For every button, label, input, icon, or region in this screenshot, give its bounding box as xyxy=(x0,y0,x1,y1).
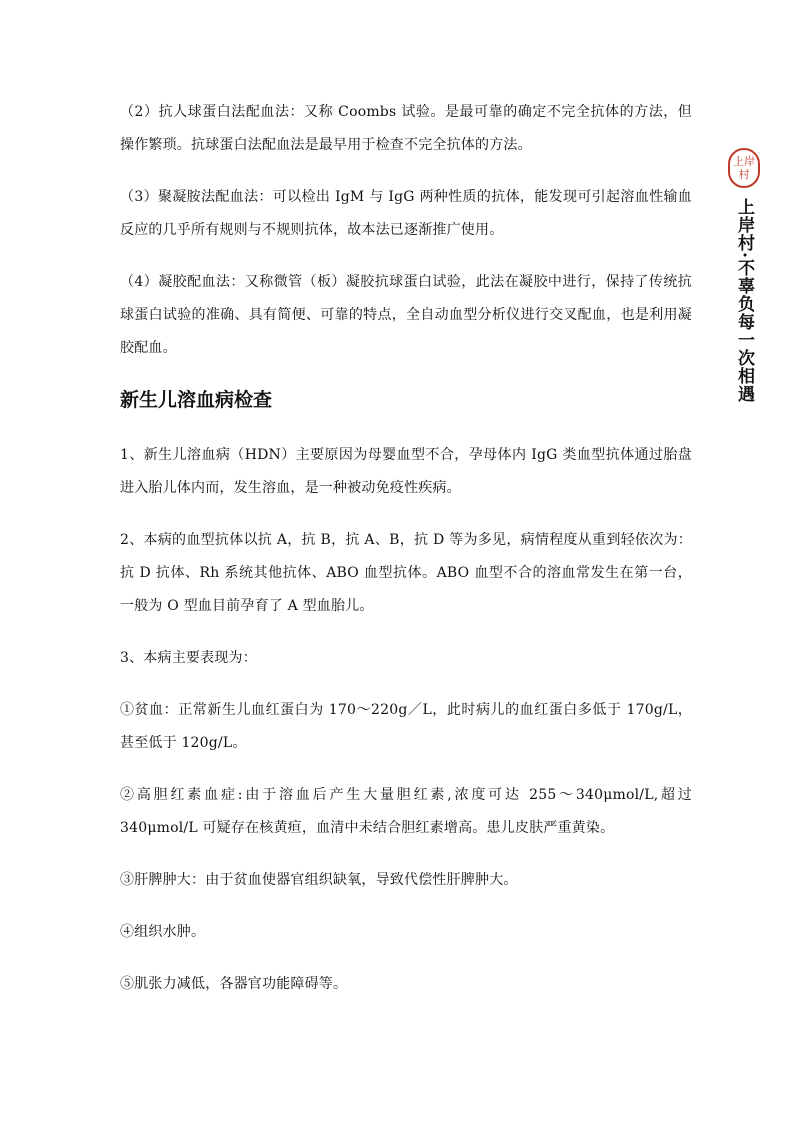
brand-seal-logo: 上岸村 xyxy=(728,148,760,188)
paragraph-hyperbilirubinemia: ②高胆红素血症:由于溶血后产生大量胆红素,浓度可达 255～340μmol/L,超过 340μmol/L 可疑存在核黄疸，血清中未结合胆红素增高。患儿皮肤严重黄染。 xyxy=(120,787,692,836)
paragraph-hepatosplenomegaly: ③肝脾肿大：由于贫血使器官组织缺氧，导致代偿性肝脾肿大。 xyxy=(120,872,518,888)
paragraph-hypotonia: ⑤肌张力减低，各器官功能障碍等。 xyxy=(120,976,348,992)
paragraph-hdn-symptoms-intro: 3、本病主要表现为： xyxy=(120,650,257,666)
paragraph-gel: （4）凝胶配血法：又称微管（板）凝胶抗球蛋白试验，此法在凝胶中进行，保持了传统抗球蛋白试验的准确、具有简便、可靠的特点，全自动血型分析仪进行交叉配血，也是利用凝胶配血。 xyxy=(120,274,692,356)
paragraph-hdn-cause: 1、新生儿溶血病（HDN）主要原因为母婴血型不合，孕母体内 IgG 类血型抗体通过胎盘进入胎儿体内而，发生溶血，是一种被动免疫性疾病。 xyxy=(120,447,692,496)
brand-slogan: 上岸村·不辜负每一次相遇 xyxy=(734,198,754,403)
brand-sidebar xyxy=(722,148,766,407)
paragraph-polybrene: （3）聚凝胺法配血法：可以检出 IgM 与 IgG 两种性质的抗体，能发现可引起溶血性输血反应的几乎所有规则与不规则抗体，故本法已逐渐推广使用。 xyxy=(120,189,692,238)
document-body xyxy=(120,96,692,1020)
section-heading-hdn: 新生儿溶血病检查 xyxy=(120,389,273,411)
paragraph-antiglobulin: （2）抗人球蛋白法配血法：又称 Coombs 试验。是最可靠的确定不完全抗体的方法，但操作繁琐。抗球蛋白法配血法是最早用于检查不完全抗体的方法。 xyxy=(120,104,692,153)
paragraph-hdn-antibodies: 2、本病的血型抗体以抗 A，抗 B，抗 A、B，抗 D 等为多见，病情程度从重到轻依次为：抗 D 抗体、Rh 系统其他抗体、ABO 血型抗体。ABO 血型不合的溶血常发生在第一台，一般为 O 型血目前孕育了 A 型血胎儿。 xyxy=(120,532,692,614)
paragraph-edema: ④组织水肿。 xyxy=(120,924,206,940)
paragraph-anemia: ①贫血：正常新生儿血红蛋白为 170～220g／L，此时病儿的血红蛋白多低于 170g/L，甚至低于 120g/L。 xyxy=(120,702,692,751)
